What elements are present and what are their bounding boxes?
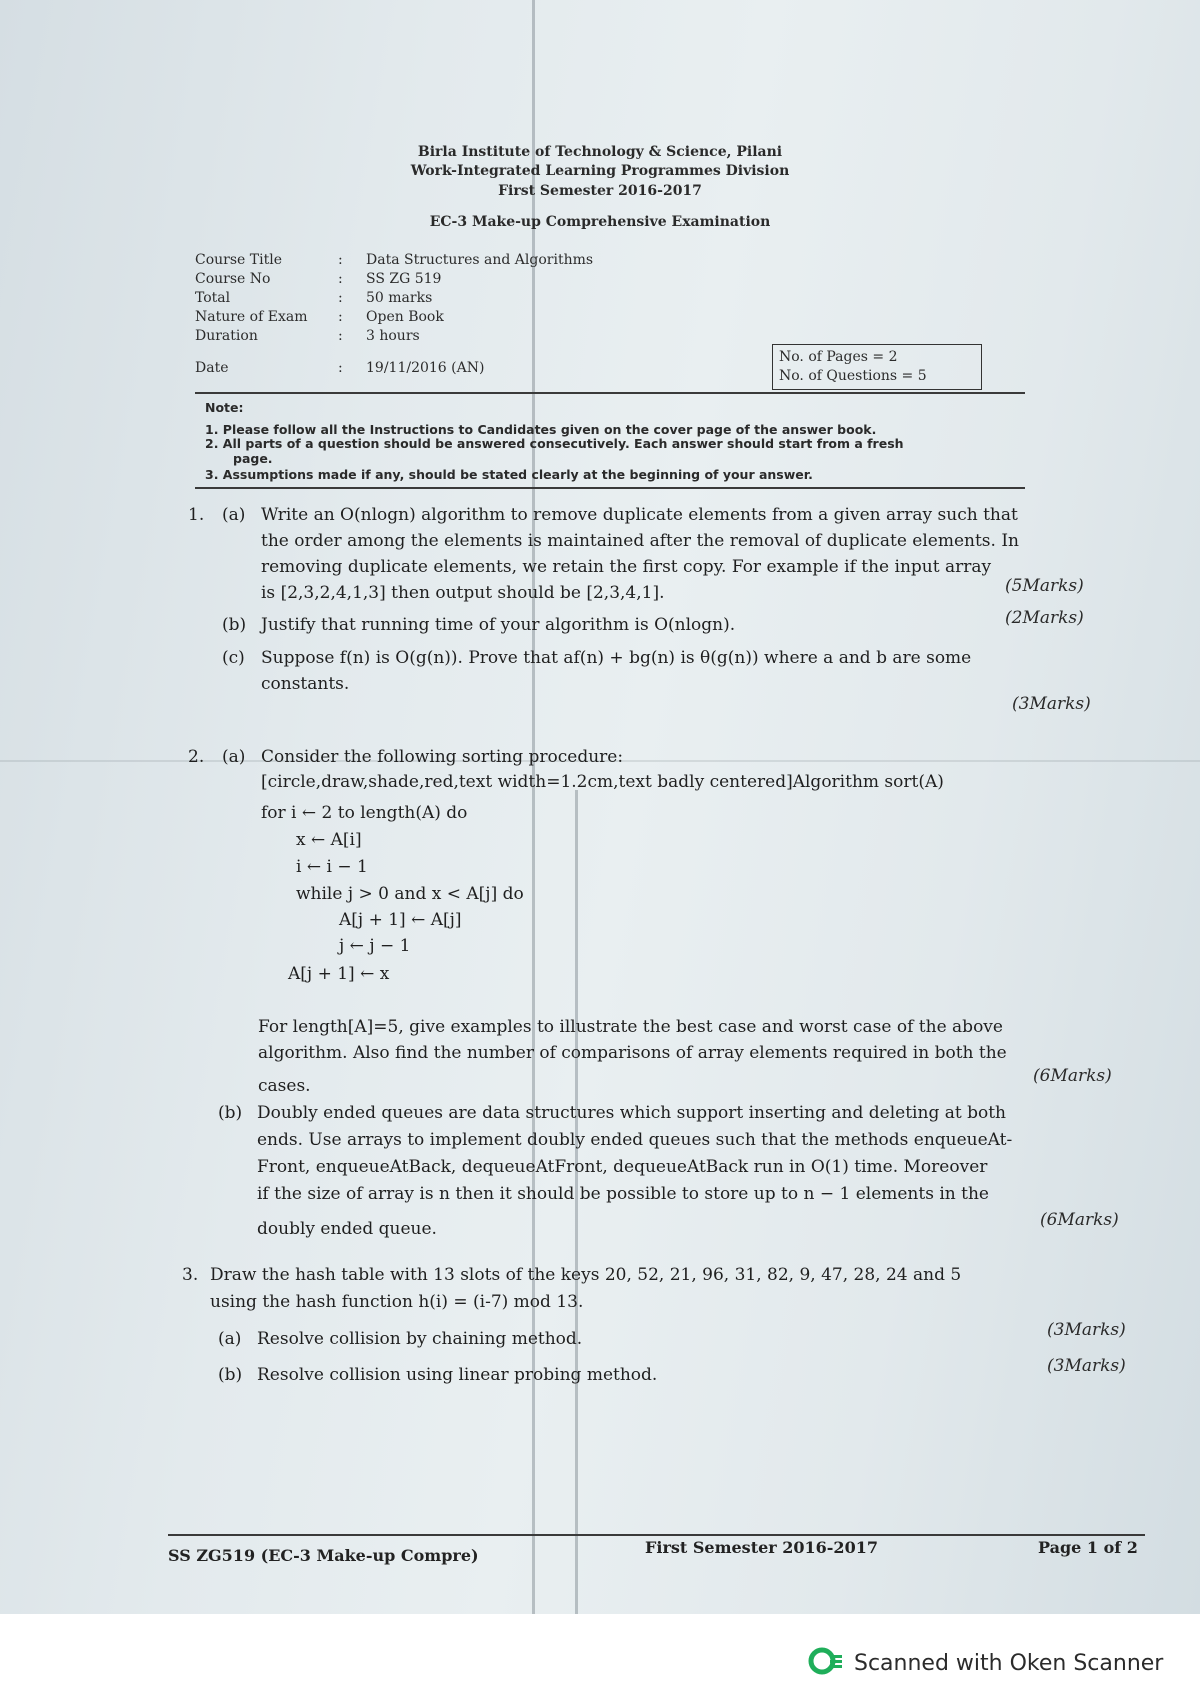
q3a-label: (a) [218,1329,242,1349]
oken-scanner-icon [808,1646,844,1682]
exam-title: EC-3 Make-up Comprehensive Examination [429,214,771,230]
division-name: Work-Integrated Learning Programmes Division [410,163,790,179]
q2b-label: (b) [218,1103,243,1123]
q2a-text: cases. [258,1076,311,1096]
institute-name: Birla Institute of Technology & Science, Pilani [417,144,783,160]
q3-number: 3. [182,1265,199,1285]
q2a-text: algorithm. Also find the number of comparisons of array elements required in both the [258,1043,1007,1063]
q3b-text: Resolve collision using linear probing method. [257,1365,658,1385]
q1a-text: is [2,3,2,4,1,3] then output should be [2,3,4,1]. [261,583,665,603]
pages-questions-box [772,344,982,390]
q1c-text: constants. [261,674,350,694]
q2a-marks: (6Marks) [1033,1066,1112,1086]
info-row: Nature of Exam : Open Book [195,309,444,325]
q1b-marks: (2Marks) [1005,608,1084,628]
scanner-text: Scanned with Oken Scanner [854,1651,1164,1676]
code-line: x ← A[i] [296,830,362,850]
q1c-text: Suppose f(n) is O(g(n)). Prove that af(n) + bg(n) is θ(g(n)) where a and b are some [261,648,972,668]
footer-course: SS ZG519 (EC-3 Make-up Compre) [168,1546,479,1565]
q1a-text: removing duplicate elements, we retain the first copy. For example if the input array [261,557,992,577]
code-line: A[j + 1] ← x [288,964,390,984]
footer-semester: First Semester 2016-2017 [645,1538,878,1557]
q3a-text: Resolve collision by chaining method. [257,1329,583,1349]
footer-rule [168,1534,1145,1536]
course-info [195,252,593,379]
q2b-text: if the size of array is n then it should be possible to store up to n − 1 elements in the [257,1184,989,1204]
note-item: page. [233,451,273,466]
q3b-marks: (3Marks) [1047,1356,1126,1376]
footer-page: Page 1 of 2 [1038,1538,1138,1557]
code-line: for i ← 2 to length(A) do [261,803,468,823]
q1b-text: Justify that running time of your algorithm is O(nlogn). [261,615,736,635]
q1c-label: (c) [222,648,245,668]
date-row: Date : 19/11/2016 (AN) [195,360,485,376]
info-row: Course No : SS ZG 519 [195,271,442,287]
q2b-marks: (6Marks) [1040,1210,1119,1230]
q1a-marks: (5Marks) [1005,576,1084,596]
code-line: A[j + 1] ← A[j] [339,910,462,930]
q2b-text: Front, enqueueAtBack, dequeueAtFront, dequeueAtBack run in O(1) time. Moreover [257,1157,988,1177]
note-title: Note: [205,400,244,415]
q1-number: 1. [188,505,205,525]
q3-text: Draw the hash table with 13 slots of the keys 20, 52, 21, 96, 31, 82, 9, 47, 28, 24 and 5 [210,1265,962,1285]
scanner-watermark [808,1646,1163,1682]
q3a-marks: (3Marks) [1047,1320,1126,1340]
q3-text: using the hash function h(i) = (i-7) mod 13. [210,1292,584,1312]
page-count: No. of Pages = 2 [779,349,898,365]
q2b-text: doubly ended queue. [257,1219,437,1239]
q2a-text: For length[A]=5, give examples to illustrate the best case and worst case of the above [258,1017,1003,1037]
info-row: Course Title : Data Structures and Algorithms [195,252,594,268]
note-item: 1. Please follow all the Instructions to Candidates given on the cover page of the answer book. [205,422,877,437]
q2a-intro: Consider the following sorting procedure: [261,747,624,767]
q1c-marks: (3Marks) [1012,694,1091,714]
q1a-text: the order among the elements is maintained after the removal of duplicate elements. In [261,531,1020,551]
code-line: i ← i − 1 [296,857,368,877]
info-row: Total : 50 marks [195,290,433,306]
semester: First Semester 2016-2017 [498,183,702,199]
rule-bottom [195,487,1025,489]
q2b-text: Doubly ended queues are data structures which support inserting and deleting at both [257,1103,1006,1123]
q2a-label: (a) [222,747,246,767]
question-count: No. of Questions = 5 [779,368,927,384]
q3b-label: (b) [218,1365,243,1385]
rule-top [195,392,1025,394]
info-row: Duration : 3 hours [195,328,420,344]
code-line: while j > 0 and x < A[j] do [296,884,524,904]
q1b-label: (b) [222,615,247,635]
q2-number: 2. [188,747,205,767]
note-item: 3. Assumptions made if any, should be stated clearly at the beginning of your answer. [205,467,813,482]
q1a-text: Write an O(nlogn) algorithm to remove duplicate elements from a given array such that [261,505,1018,525]
q2b-text: ends. Use arrays to implement doubly ended queues such that the methods enqueueAt- [257,1130,1013,1150]
q1a-label: (a) [222,505,246,525]
code-line: j ← j − 1 [339,936,411,956]
code-line: [circle,draw,shade,red,text width=1.2cm,text badly centered]Algorithm sort(A) [261,772,944,792]
note-item: 2. All parts of a question should be answered consecutively. Each answer should start from a fresh [205,436,904,451]
